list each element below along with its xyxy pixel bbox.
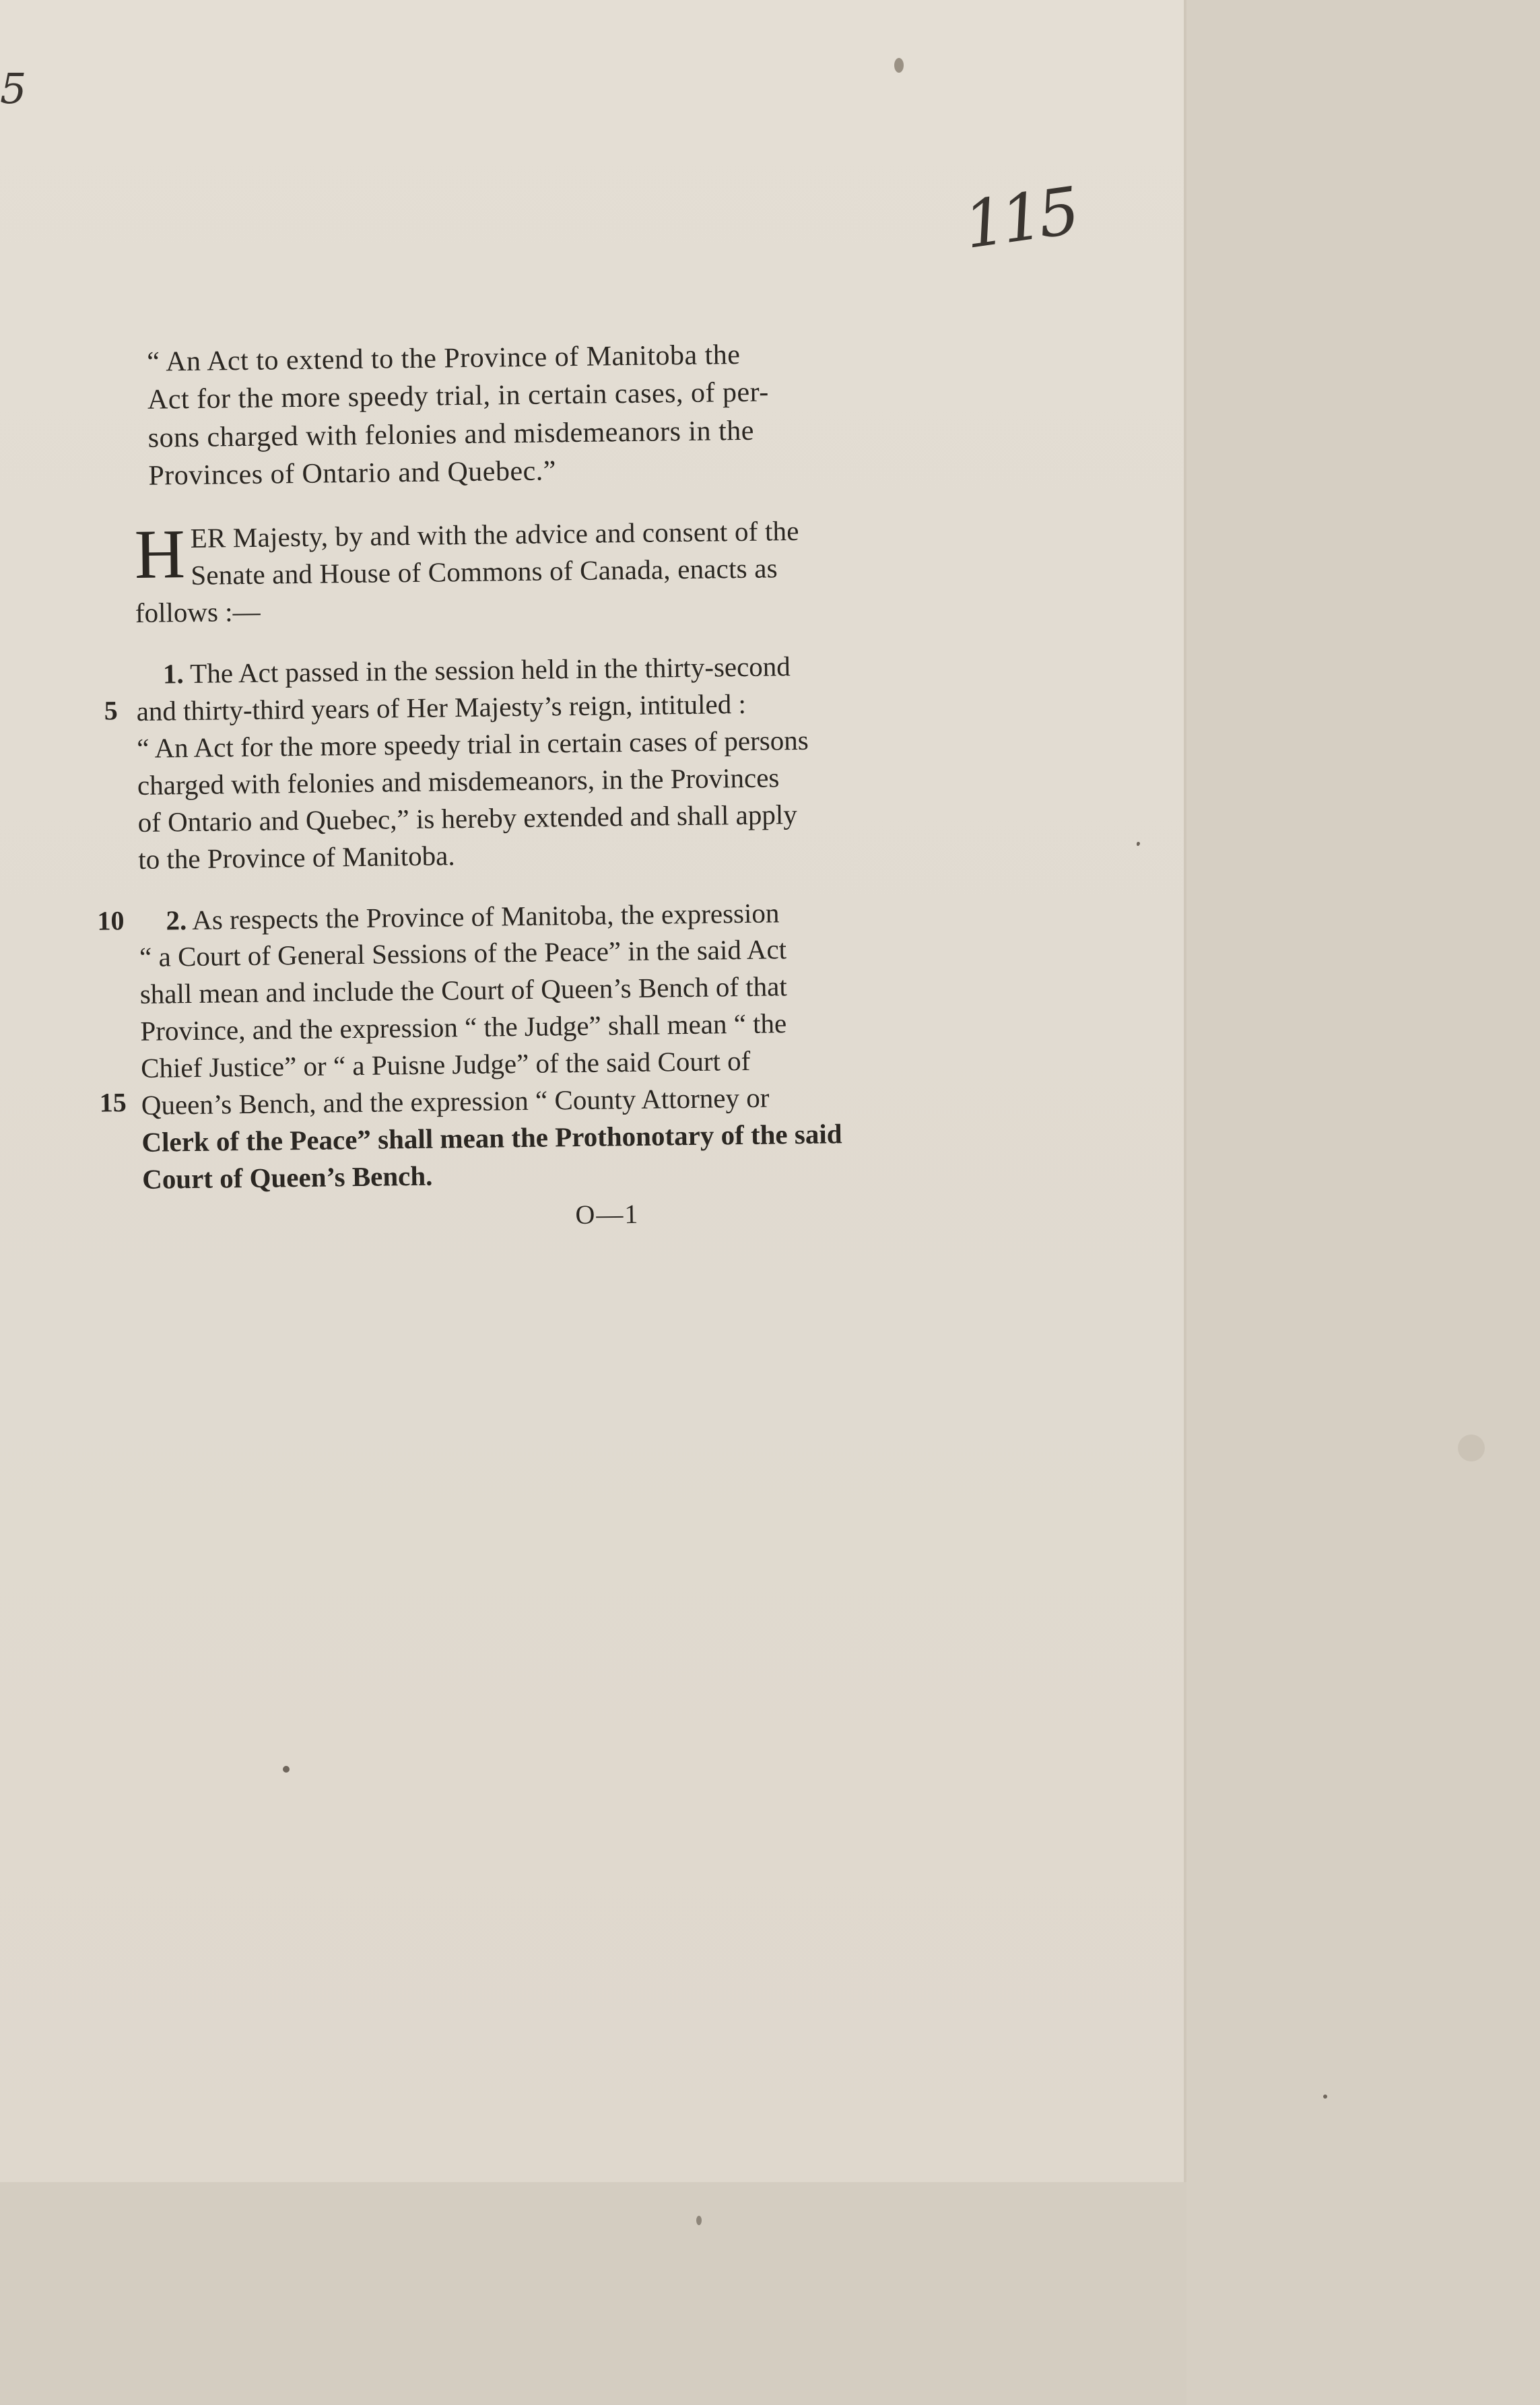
bill-text (97, 333, 991, 1239)
paper-speck (696, 2216, 702, 2225)
paper-speck (1323, 2095, 1327, 2099)
section-line: Clerk of the Peace” shall mean the Prothonotary of the said (141, 1118, 842, 1158)
section-1 (104, 645, 987, 878)
section-line: and thirty-third years of Her Majesty’s reign, intituled : (136, 688, 747, 727)
paper-speck (1137, 843, 1139, 846)
section-line: to the Province of Manitoba. (138, 839, 455, 875)
enacting-line: Senate and House of Commons of Canada, enacts as (191, 552, 778, 591)
section-line-text: As respects the Province of Manitoba, the expression (191, 896, 780, 935)
enacting-line: ER Majesty, by and with the advice and consent of the (190, 515, 799, 554)
drop-cap: H (134, 515, 186, 594)
margin-line-number: 5 (104, 695, 118, 726)
backing-page (1186, 0, 1540, 2405)
section-2 (97, 892, 991, 1198)
signature-mark: O—1 (575, 1198, 640, 1230)
section-line: shall mean and include the Court of Queen’s Bench of that (139, 970, 787, 1010)
section-line: “ An Act for the more speedy trial in certain cases of persons (137, 724, 809, 764)
section-number: 2. (166, 904, 187, 935)
section-line: Queen’s Bench, and the expression “ County Attorney or (141, 1082, 770, 1121)
enacting-clause (134, 510, 984, 632)
paper-speck (283, 1766, 290, 1773)
paper-speck (1458, 1435, 1485, 1461)
section-line: of Ontario and Quebec,” is hereby extended and shall apply (137, 798, 797, 838)
section-number: 1. (162, 657, 185, 690)
title-line: “ An Act to extend to the Province of Manitoba the (147, 339, 741, 378)
handwritten-corner-mark: 5 (0, 64, 27, 113)
section-line: Chief Justice” or “ a Puisne Judge” of the said Court of (140, 1045, 751, 1084)
title-line: sons charged with felonies and misdemeanors in the (147, 415, 755, 454)
section-line: “ a Court of General Sessions of the Peace” in the said Act (139, 933, 787, 973)
margin-line-number: 10 (97, 904, 125, 936)
handwritten-page-number: 115 (960, 173, 1081, 263)
section-line: charged with felonies and misdemeanors, in the Provinces (137, 761, 780, 801)
title-line: Provinces of Ontario and Quebec.” (148, 455, 557, 492)
paper-speck (894, 58, 904, 73)
margin-line-number: 15 (99, 1086, 127, 1118)
title-line: Act for the more speedy trial, in certain cases, of per- (147, 376, 770, 416)
backing-page-bottom (0, 2182, 1186, 2405)
section-line-text: The Act passed in the session held in the thirty-second (189, 650, 791, 689)
section-line: Province, and the expression “ the Judge” shall mean “ the (140, 1008, 787, 1047)
section-line: Court of Queen’s Bench. (141, 1160, 433, 1195)
enacting-line: follows :— (135, 595, 261, 628)
bill-title (147, 333, 982, 495)
